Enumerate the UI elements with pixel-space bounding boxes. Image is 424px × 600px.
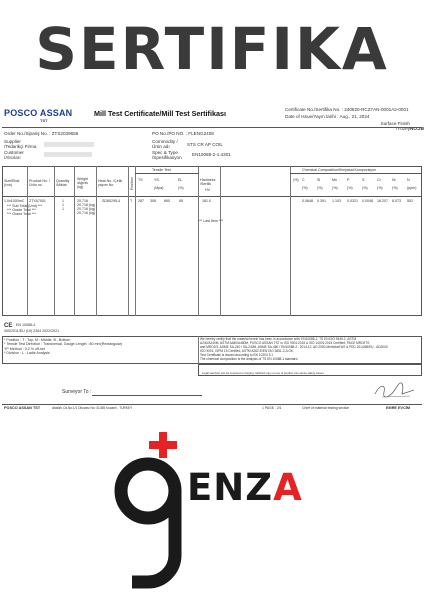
chem-col-n: N xyxy=(407,178,410,182)
cell-quantity: 1 1 1 xyxy=(62,199,64,211)
last-item-marker: *** Last Item *** xyxy=(198,219,224,223)
chem-col-ni: Ni xyxy=(392,178,396,182)
col-el: EL xyxy=(178,178,183,182)
chem-unit-c: (%) xyxy=(302,186,308,190)
legal-note: Legal sanction can be imposed on forging, falsified copy or use of product can cause safety issues xyxy=(202,371,324,375)
certificate-title: Mill Test Certificate/Mill Test Sertifikası xyxy=(94,109,226,118)
chem-value-p: 0.0321 xyxy=(347,199,358,203)
cell-weight: 20,716 20,716 (kg) 20,716 (kg) 20,716 (kg) xyxy=(77,199,96,215)
spec-label: Spec & Type /Spesifikasyon xyxy=(152,150,182,160)
col-mpa-unit: (Mpa) xyxy=(154,186,164,190)
issue-date: Date of Issue/Yayın tarihi : Aug., 21, 2024 xyxy=(285,114,370,119)
certificate-number: Certificate No./Sertifika No. : 240820-RCZ7AN-0001A2-0001 xyxy=(285,107,409,112)
brand-wordmark xyxy=(187,468,303,508)
results-table xyxy=(2,166,422,316)
footer-company: POSCO ASSAN TST xyxy=(4,406,41,410)
col-quantity: Quantity /Miktar xyxy=(56,179,70,187)
chem-value-cr: 18.207 xyxy=(377,199,388,203)
col-position: Position xyxy=(130,177,134,190)
chem-unit-si: (%) xyxy=(317,186,323,190)
po-number: PO No./PO NO. : FLENG2408 xyxy=(152,131,214,136)
col-hardness: Hardness /Sertlik xyxy=(200,178,216,186)
customer-redacted xyxy=(44,152,92,157)
cell-el: 65 xyxy=(179,199,183,203)
chem-col-mn: Mn xyxy=(332,178,337,182)
signature-icon xyxy=(372,380,417,402)
remarks: We hereby certify that the material herein has been in accordance with: EN10088-2, TS EN ISO 9445-2, ASTM A240/A240M, ASTM A480/A480M, POSCO ASSAN TST is ISO 9001:2015 & ISO 14001:2015 Certified, PACE MRO/ITS and MRO2/3, ASME SA-240 / SA-240M, ASME SA-480 / EN10088-2 : 2014-12, AD 2000-Merkblatt W2 & PED 2014/68/EU - AD2000 ISO 9001, ISPM 15 Certified, ASTM A262-E/EN ISO 3651-2-A OK. Test Certificate is issued according to EN 10204 3.1 The chemical composition is the analysis of TS EN 10088-1 standard. xyxy=(200,337,388,361)
order-number: Order No./Sipariş No. : ZTS2039655 xyxy=(4,131,79,136)
chem-unit-s: (%) xyxy=(362,186,368,190)
chem-value-mn: 1.103 xyxy=(332,199,341,203)
chem-value-si: 0.391 xyxy=(317,199,326,203)
brand-text-red: A xyxy=(273,466,303,509)
col-hardness-unit: HV xyxy=(205,188,210,192)
col-el-unit: (%) xyxy=(178,186,184,190)
col-heat-no: Heat No. /Çelik yapım No xyxy=(98,179,123,187)
footer-address: Atatürk Cd.No:1/1 Dilovası No: 41455 Kocaeli - TURKEY xyxy=(52,406,133,410)
cell-size: 1.0x1000mC xyxy=(4,199,25,203)
supplier-label: Supplier /Tedarikçi Firma xyxy=(4,139,37,149)
chem-value-n: 552 xyxy=(407,199,413,203)
chem-col-cr: Cr xyxy=(377,178,381,182)
posco-assan-logo: POSCO ASSAN xyxy=(4,108,73,118)
mill-test-certificate xyxy=(2,104,422,416)
surface-finish-value: NO.2B xyxy=(410,126,424,131)
cell-ys: 308 xyxy=(150,199,156,203)
chem-unit-p: (%) xyxy=(347,186,353,190)
surveyor-label: Surveyor To : xyxy=(62,389,92,395)
chem-col-p: P xyxy=(347,178,350,182)
chem-col-si: Si xyxy=(317,178,321,182)
col-size: Size/Ebat (t×w) xyxy=(4,179,20,187)
cell-product-no: ZTYA7001 xyxy=(29,199,46,203)
regulation-ref: 305/2011/EU (19) 2304 2022/2021 xyxy=(4,329,60,333)
ce-mark: CE xyxy=(4,323,13,329)
chem-value-ni: 8.073 xyxy=(392,199,401,203)
logo-subtitle: TST xyxy=(40,118,48,123)
col-weight: Weight /Ağırlık (kg) xyxy=(77,177,89,189)
commodity-label: Commodity /Ürün adı xyxy=(152,139,178,149)
cell-hardness: 181.0 xyxy=(202,199,211,203)
footer-chief: Chief of material testing section xyxy=(302,406,350,410)
col-chem-unit: (%) xyxy=(293,178,299,182)
chem-col-c: C xyxy=(302,178,305,182)
standard-ref: EN 10088-4 xyxy=(16,323,36,327)
cell-sub-lines: *** Sub Total (Unit) *** *** Grade Total *** *** Grand Total *** xyxy=(7,204,43,216)
chem-unit-ni: (%) xyxy=(392,186,398,190)
chem-unit-mn: (%) xyxy=(332,186,338,190)
customer-label: Customer /Alıcıları xyxy=(4,150,24,160)
cell-ts: 287 xyxy=(138,199,144,203)
chem-unit-cr: (%) xyxy=(377,186,383,190)
cell-heat-no: SD80295-4 xyxy=(102,199,121,203)
chem-value-c: 0.0648 xyxy=(302,199,313,203)
footnotes: * Position : T : Top, M : Middle, B : Bottom * Tensile Test Direction : Transversal, Gauge Length : 80 mm(Rectangular) YP Method : 0.2 % off-set * Division : L : Ladle Analysis xyxy=(4,338,123,356)
spec-value: EN10088-2-1.4301 xyxy=(192,152,231,157)
col-product-no: Product No. /Ürün no xyxy=(29,179,50,187)
commodity-value: STS CR AP COIL xyxy=(187,142,223,147)
col-chemical: Chemical Composition/Kimyasal Kompozisyon xyxy=(302,168,377,172)
banner-title: SERTIFIKA xyxy=(35,15,389,83)
brand-text-dark: ENZ xyxy=(187,466,274,509)
g-mark-icon xyxy=(112,455,192,590)
chem-col-s: S xyxy=(362,178,365,182)
cell-position: T xyxy=(130,199,133,203)
footer-signer: EMRE EVCİM xyxy=(386,406,411,410)
supplier-redacted xyxy=(44,142,94,147)
col-ts: TS xyxy=(138,178,143,182)
col-tensile-test: Tensile Test xyxy=(152,168,171,172)
surface-finish-label: Surface Finish /Yüzey xyxy=(380,121,410,131)
chem-unit-n: (ppm) xyxy=(407,186,417,190)
chem-value-s: 0.0048 xyxy=(362,199,373,203)
cell-ys2: 660 xyxy=(164,199,170,203)
footer-page: 1 PAGE : 2/1 xyxy=(262,406,282,410)
col-ys: YS xyxy=(154,178,159,182)
